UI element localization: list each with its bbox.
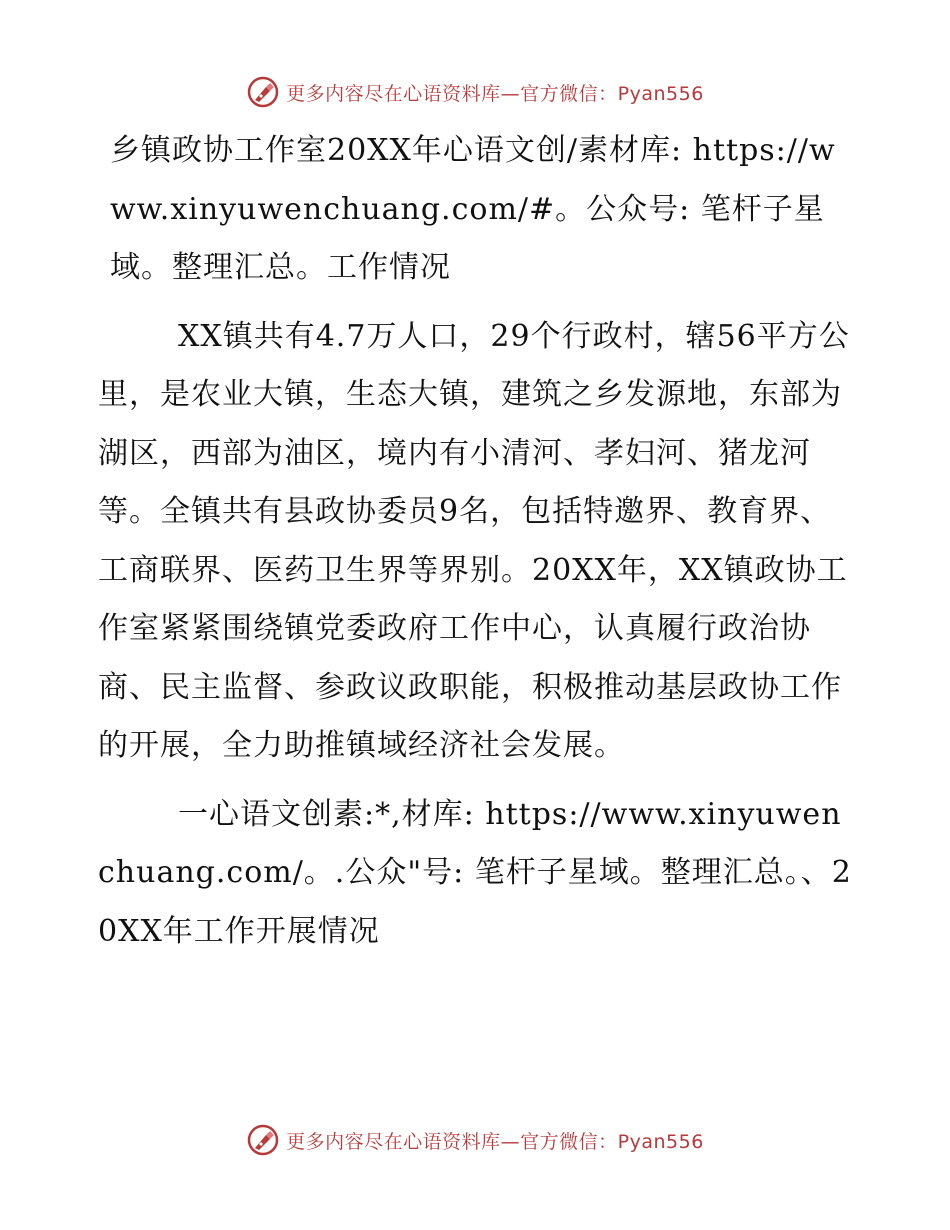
pen-nib-logo-icon [246,75,280,109]
header-banner [0,72,950,112]
footer-banner [0,1120,950,1160]
banner-text: 更多内容尽在心语资料库—官方微信：Pyan556 [286,82,704,105]
pen-nib-logo-icon [246,1123,280,1157]
document-body [98,122,858,961]
note-paragraph: 一心语文创素:*,材库: https://www.xinyuwenchuang.com/。.公众"号: 笔杆子星域。整理汇总。、20XX年工作开展情况 [98,796,852,949]
title-paragraph: 乡镇政协工作室20XX年心语文创/素材库: https://www.xinyuwenchuang.com/#。公众号: 笔杆子星域。整理汇总。工作情况 [110,133,836,285]
banner-text: 更多内容尽在心语资料库—官方微信：Pyan556 [286,1130,704,1153]
body-paragraph: XX镇共有4.7万人口，29个行政村，辖56平方公里，是农业大镇，生态大镇，建筑之乡发源地，东部为湖区，西部为油区，境内有小清河、孝妇河、猪龙河等。全镇共有县政协委员9名，包括特邀界、教育界、工商联界、医药卫生界等界别。20XX年，XX镇政协工作室紧紧围绕镇党委政府工作中心，认真履行政治协商、民主监督、参政议政职能，积极推动基层政协工作的开展，全力助推镇域经济社会发展。 [98,318,850,763]
